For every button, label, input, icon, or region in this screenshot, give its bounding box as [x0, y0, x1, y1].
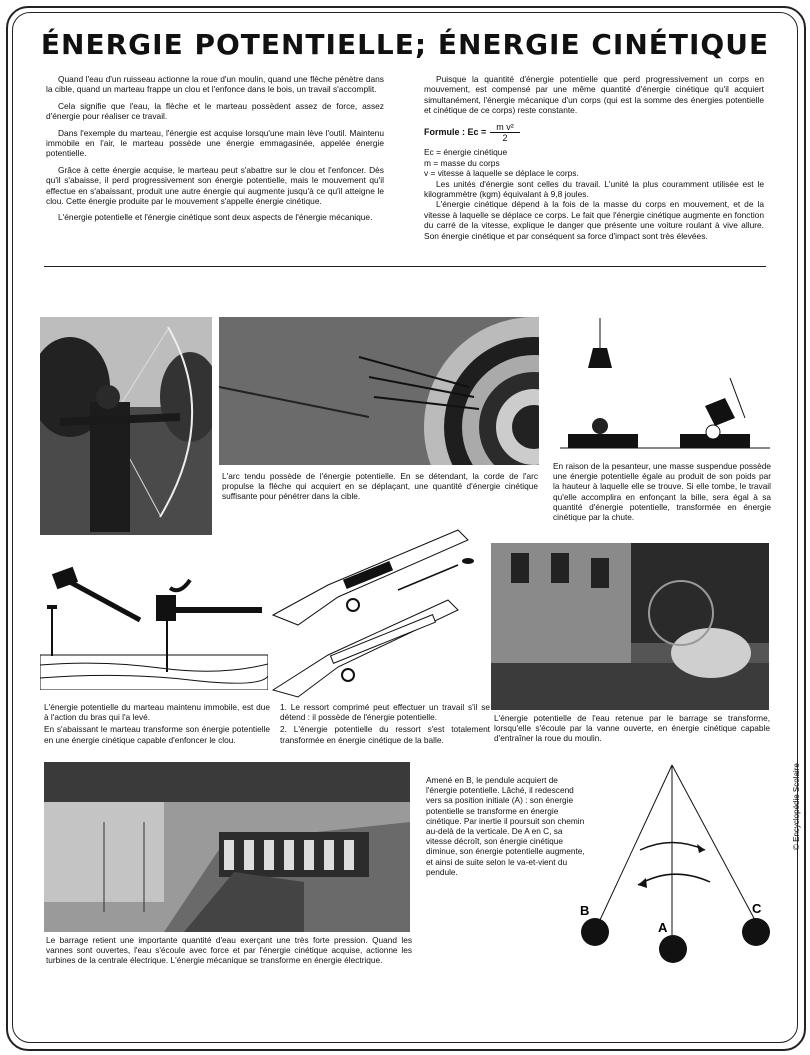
spring-rifle-illustration — [268, 525, 478, 700]
caption-gun-line: 1. Le ressort comprimé peut effectuer un travail s'il se détend : il possède de l'énergie potentielle. — [280, 702, 490, 723]
caption-dam: Le barrage retient une importante quantité d'eau exerçant une très forte pression. Quand les vannes sont ouvertes, l'eau s'écoule avec force et par l'énergie cinétique acquise, actionne les turbines de la centrale électrique. L'énergie mécanique se transforme en énergie électrique. — [46, 935, 412, 966]
archer-photo — [40, 317, 212, 535]
target-photo — [219, 317, 539, 465]
caption-mill: L'énergie potentielle de l'eau retenue par le barrage se transforme, lorsqu'elle s'écoule par la vanne ouverte, en énergie cinétique capable d'entraîner la roue du moulin. — [494, 713, 770, 744]
hammer-nail-illustration — [40, 560, 268, 690]
section-divider — [44, 266, 766, 267]
dam-photo — [44, 762, 410, 932]
formula-denominator: 2 — [502, 133, 508, 144]
formula-label: Formule : Ec = — [424, 127, 487, 138]
water-mill-photo — [491, 543, 769, 710]
intro-paragraph: Les unités d'énergie sont celles du travail. L'unité la plus couramment utilisée est le kilogrammètre (kgm) équivalant à 9,8 joules. — [424, 178, 764, 200]
caption-arc: L'arc tendu possède de l'énergie potentielle. En se détendant, la corde de l'arc propulse la flèche qui acquiert en se déplaçant, une quantité d'énergie cinétique suffisante pour pénétrer dans la cible. — [222, 471, 538, 502]
copyright-notice: © Encyclopédie Scolaire — [792, 763, 801, 850]
intro-paragraph: L'énergie cinétique dépend à la fois de la masse du corps en mouvement, et de la vitesse à laquelle se déplace ce corps. Le fait que l'énergie cinétique augmente en fonction du carré de la vitesse, explique le danger que présente une voiture roulant à vive allure. Son énergie cinétique et par conséquent sa force d'impact sont très élevées. — [424, 199, 764, 241]
caption-hammer — [44, 702, 270, 747]
pendulum-label-c: C — [752, 901, 762, 916]
intro-column-right — [424, 74, 764, 241]
intro-paragraph: Grâce à cette énergie acquise, le marteau peut s'abattre sur le clou et l'enfoncer. Dès qu'il s'abaisse, il perd progressivement son énergie potentielle, mais le mouvement qu'il effectue en s'abaissant, produit une autre énergie qui augmente jusqu'à ce qu'il atteigne le clou. Cette énergie produite par le mouvement s'appelle énergie cinétique. — [46, 164, 384, 207]
intro-paragraph: L'énergie potentielle et l'énergie cinétique sont deux aspects de l'énergie mécanique. — [58, 212, 373, 223]
caption-pendulum: Amené en B, le pendule acquiert de l'énergie potentielle. Lâché, il redescend vers sa position initiale (A) : son énergie potentielle se transforme en énergie cinétique. Par inertie il poursuit son chemin au-delà de la verticale. De A en C, sa vitesse décroît, son énergie cinétique diminue, son énergie potentielle augmente, et ainsi de suite selon le va-et-vient du pendule. — [426, 775, 585, 877]
pendulum-diagram — [570, 760, 780, 970]
pendulum-label-a: A — [658, 920, 668, 935]
intro-column-left — [46, 74, 384, 229]
intro-paragraph: Cela signifie que l'eau, la flèche et le marteau possèdent assez de force, assez d'énergie pour réaliser ce travail. — [46, 100, 384, 122]
caption-gun-line: 2. L'énergie potentielle du ressort s'est totalement transformée en énergie cinétique de la balle. — [280, 724, 490, 745]
intro-paragraph: Dans l'exemple du marteau, l'énergie est acquise lorsqu'une main lève l'outil. Maintenu immobile en l'air, le marteau possède une énergie emmagasinée, appelée énergie potentielle. — [46, 127, 384, 159]
formula-numerator: m v² — [490, 122, 520, 133]
caption-lamp: En raison de la pesanteur, une masse suspendue possède une énergie potentielle égale au produit de son poids par la hauteur à laquelle elle se trouve. Si elle tombe, le travail qu'elle accomplira en enfonçant la bille, sera égal à sa quantité d'énergie potentielle, transformée en énergie cinétique par la chute. — [553, 461, 771, 523]
caption-hammer-line: L'énergie potentielle du marteau maintenu immobile, est due à l'action du bras qui l'a levé. — [44, 702, 270, 723]
caption-hammer-line: En s'abaissant le marteau transforme son énergie potentielle en une énergie cinétique capable d'enfoncer le clou. — [44, 724, 270, 745]
definition-item: v = vitesse à laquelle se déplace le corps. — [424, 168, 579, 179]
definition-item: Ec = énergie cinétique — [424, 147, 508, 158]
lamp-weight-illustration — [560, 318, 770, 458]
intro-paragraph: Puisque la quantité d'énergie potentielle que perd progressivement un corps en mouvement, est compensé par une même quantité d'énergie cinétique qu'il acquiert simultanément, l'énergie mécanique d'un corps (qui est la somme des énergies potentielle et cinétique de ce corps) reste constante. — [424, 74, 764, 116]
definition-item: m = masse du corps — [424, 157, 500, 168]
formula-definitions — [424, 147, 764, 178]
formula-fraction — [490, 122, 520, 144]
page-title: ÉNERGIE POTENTIELLE; ÉNERGIE CINÉTIQUE — [40, 28, 770, 61]
caption-gun — [280, 702, 490, 747]
kinetic-energy-formula — [424, 122, 764, 144]
intro-paragraph: Quand l'eau d'un ruisseau actionne la roue d'un moulin, quand une flèche pénètre dans la cible, quand un marteau frappe un clou et l'enfonce dans le bois, un travail s'accomplit. — [46, 74, 384, 95]
pendulum-label-b: B — [580, 903, 590, 918]
